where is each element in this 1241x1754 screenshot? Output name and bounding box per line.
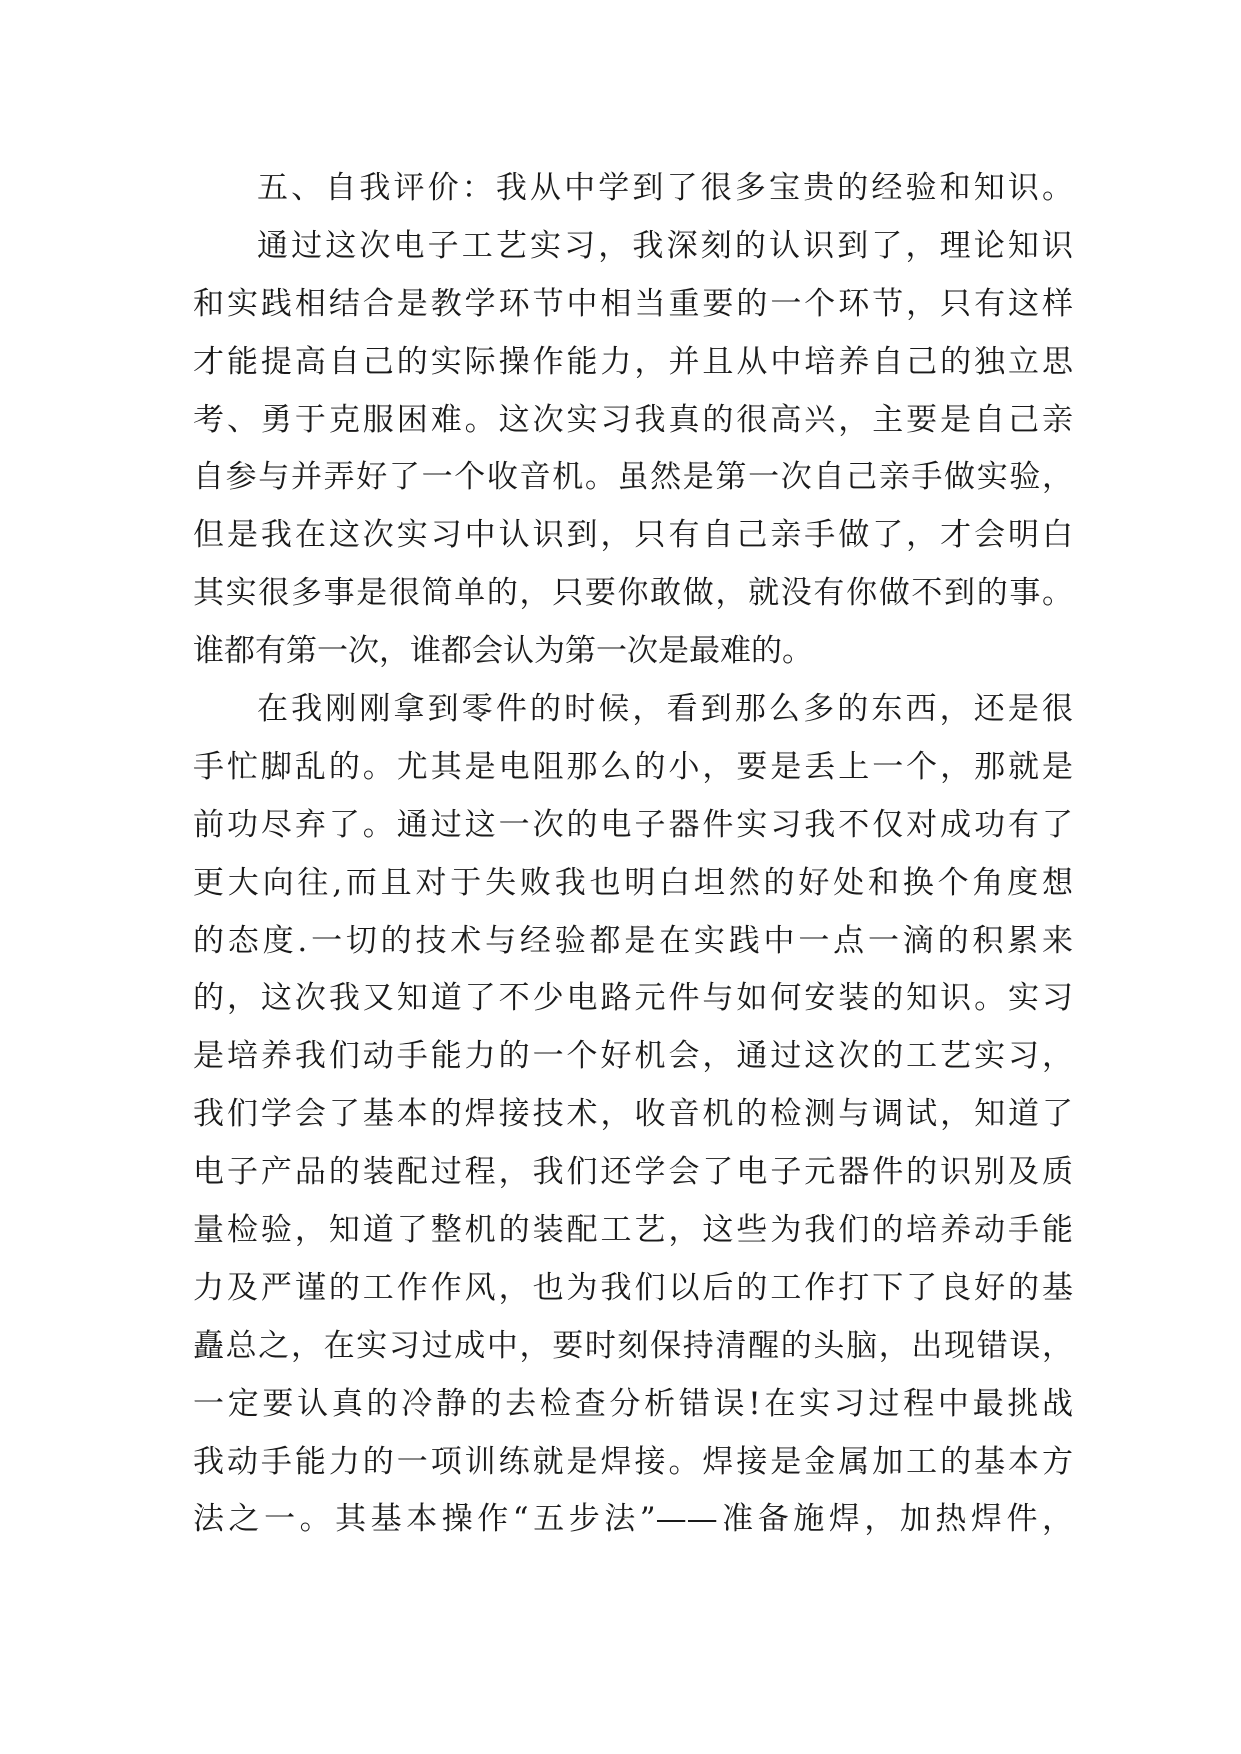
text-line: 是培养我们动手能力的一个好机会，通过这次的工艺实习， bbox=[193, 1038, 1073, 1075]
text-line: 量检验，知道了整机的装配工艺，这些为我们的培养动手能 bbox=[193, 1212, 1073, 1249]
text-line: 我们学会了基本的焊接技术，收音机的检测与调试，知道了 bbox=[193, 1096, 1073, 1133]
text-line: 更大向往,而且对于失败我也明白坦然的好处和换个角度想 bbox=[193, 864, 1073, 901]
text-line: 前功尽弃了。通过这一次的电子器件实习我不仅对成功有了 bbox=[193, 806, 1073, 843]
text-line: 和实践相结合是教学环节中相当重要的一个环节，只有这样 bbox=[193, 285, 1073, 322]
text-line: 自参与并弄好了一个收音机。虽然是第一次自己亲手做实验， bbox=[193, 459, 1073, 496]
text-line: 力及严谨的工作作风，也为我们以后的工作打下了良好的基 bbox=[193, 1269, 1073, 1306]
text-line: 谁都有第一次，谁都会认为第一次是最难的。 bbox=[193, 633, 813, 670]
text-line: 的态度.一切的技术与经验都是在实践中一点一滴的积累来 bbox=[193, 922, 1073, 959]
text-line: 一定要认真的冷静的去检查分析错误!在实习过程中最挑战 bbox=[193, 1385, 1073, 1422]
text-line: 的，这次我又知道了不少电路元件与如何安装的知识。实习 bbox=[193, 980, 1073, 1017]
text-line: 其实很多事是很简单的，只要你敢做，就没有你做不到的事。 bbox=[193, 575, 1073, 612]
text-line: 考、勇于克服困难。这次实习我真的很高兴，主要是自己亲 bbox=[193, 401, 1073, 438]
text-line: 电子产品的装配过程，我们还学会了电子元器件的识别及质 bbox=[193, 1154, 1073, 1191]
text-line: 我动手能力的一项训练就是焊接。焊接是金属加工的基本方 bbox=[193, 1443, 1073, 1480]
text-line: 矗总之，在实习过成中，要时刻保持清醒的头脑，出现错误， bbox=[193, 1327, 1073, 1364]
text-line: 通过这次电子工艺实习，我深刻的认识到了，理论知识 bbox=[257, 227, 1073, 264]
text-line: 才能提高自己的实际操作能力，并且从中培养自己的独立思 bbox=[193, 343, 1073, 380]
text-line: 但是我在这次实习中认识到，只有自己亲手做了，才会明白 bbox=[193, 517, 1073, 554]
text-line: 手忙脚乱的。尤其是电阻那么的小，要是丢上一个，那就是 bbox=[193, 748, 1073, 785]
text-line: 五、自我评价：我从中学到了很多宝贵的经验和知识。 bbox=[257, 170, 1073, 206]
body-text bbox=[193, 160, 1073, 1549]
text-line: 在我刚刚拿到零件的时候，看到那么多的东西，还是很 bbox=[257, 691, 1073, 728]
text-line: 法之一。其基本操作“五步法”——准备施焊，加热焊件， bbox=[193, 1501, 1073, 1538]
